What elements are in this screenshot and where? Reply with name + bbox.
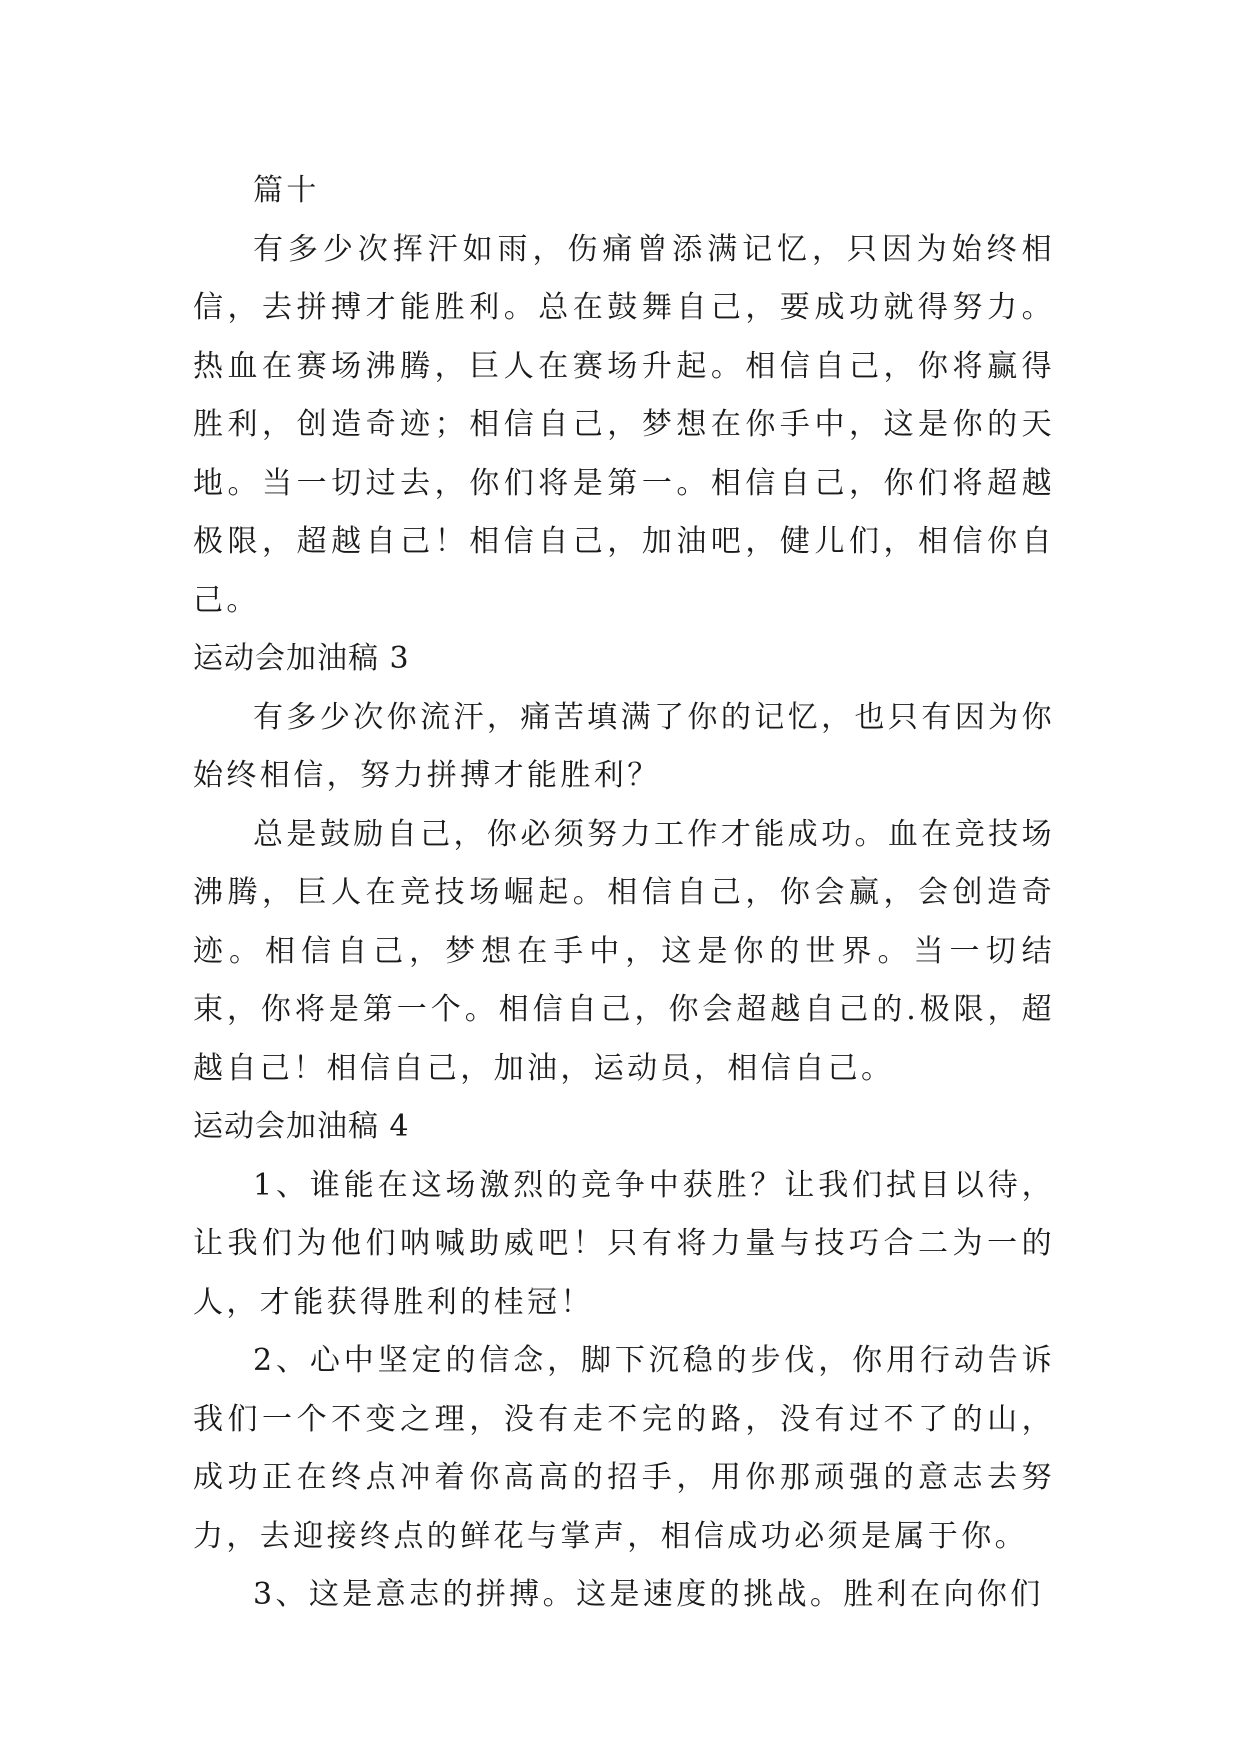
list-item: 2、心中坚定的信念，脚下沉稳的步伐，你用行动告诉我们一个不变之理，没有走不完的路，没有过不了的山，成功正在终点冲着你高高的招手，用你那顽强的意志去努力，去迎接终点的鲜花与掌声，相信成功必须是属于你。 xyxy=(193,1343,1055,1554)
section-heading: 运动会加油稿 3 xyxy=(193,641,410,676)
paragraph: 总是鼓励自己，你必须努力工作才能成功。血在竞技场沸腾，巨人在竞技场崛起。相信自己，你会赢，会创造奇迹。相信自己，梦想在手中，这是你的世界。当一切结束，你将是第一个。相信自己，你会超越自己的.极限，超越自己！相信自己，加油，运动员，相信自己。 xyxy=(193,816,1055,1086)
section-heading: 运动会加油稿 4 xyxy=(193,1109,410,1144)
list-item: 3、这是意志的拼搏。这是速度的挑战。胜利在向你们 xyxy=(253,1577,1044,1612)
section-label: 篇十 xyxy=(253,173,320,208)
document-body xyxy=(193,162,1055,1625)
paragraph: 有多少次你流汗，痛苦填满了你的记忆，也只有因为你始终相信，努力拼搏才能胜利？ xyxy=(193,699,1055,793)
list-item: 1、谁能在这场激烈的竞争中获胜？让我们拭目以待，让我们为他们呐喊助威吧！只有将力量与技巧合二为一的人，才能获得胜利的桂冠！ xyxy=(193,1167,1055,1320)
paragraph: 有多少次挥汗如雨，伤痛曾添满记忆，只因为始终相信，去拼搏才能胜利。总在鼓舞自己，要成功就得努力。热血在赛场沸腾，巨人在赛场升起。相信自己，你将赢得胜利，创造奇迹；相信自己，梦想在你手中，这是你的天地。当一切过去，你们将是第一。相信自己，你们将超越极限，超越自己！相信自己，加油吧，健儿们，相信你自己。 xyxy=(193,231,1055,618)
